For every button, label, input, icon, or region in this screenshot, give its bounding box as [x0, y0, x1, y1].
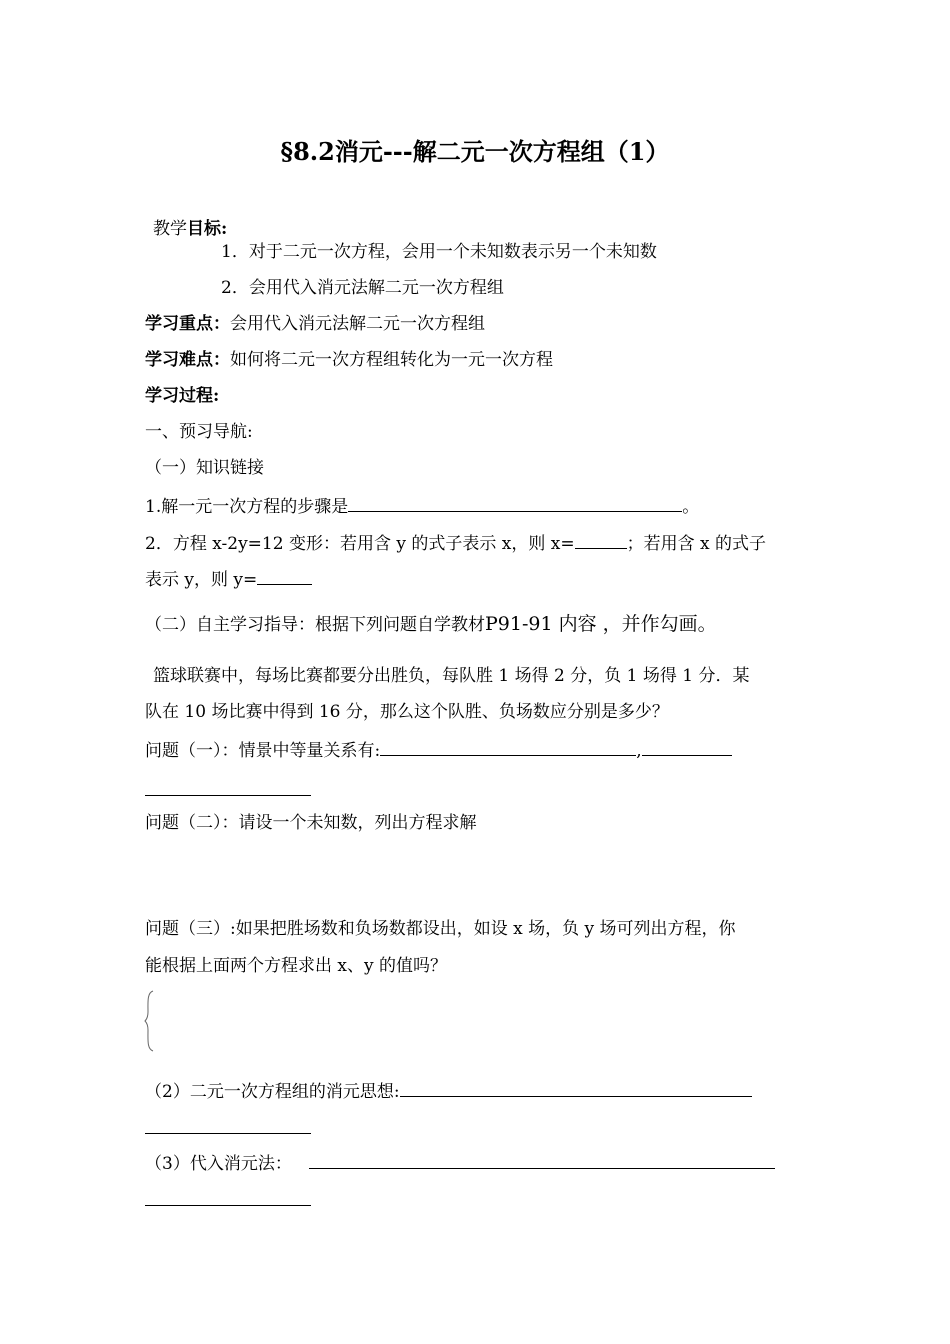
answer-blank[interactable]: [257, 566, 312, 585]
question-2-text-c: 表示 y，则 y=: [145, 570, 258, 590]
part-1-heading: （一）知识链接: [145, 458, 264, 478]
item-2-text: （2）二元一次方程组的消元思想:: [145, 1082, 400, 1102]
goal-item-1: 1．对于二元一次方程，会用一个未知数表示另一个未知数: [221, 242, 657, 262]
question-1: [145, 493, 699, 518]
item-3-text: （3）代入消元法：: [145, 1154, 292, 1174]
key-point-label: 学习重点：: [145, 314, 230, 334]
answer-blank[interactable]: [309, 1150, 775, 1169]
part-2-heading: [145, 613, 717, 636]
question-one: [145, 737, 732, 762]
page-title: §8.2消元---解二元一次方程组（1）: [280, 137, 670, 166]
answer-line[interactable]: [145, 1205, 311, 1206]
question-2-text-b: ；若用含 x 的式子: [626, 534, 766, 554]
answer-blank[interactable]: [575, 530, 627, 549]
part-2-text-a: （二）自主学习指导：根据下列问题自学教材: [145, 615, 485, 635]
question-three-line-1: 问题（三）:如果把胜场数和负场数都设出，如设 x 场，负 y 场可列出方程，你: [145, 919, 736, 939]
question-two: 问题（二）：请设一个未知数，列出方程求解: [145, 813, 477, 833]
question-one-sep: ,: [636, 741, 642, 761]
section-1-heading: 一、预习导航:: [145, 422, 253, 442]
item-3: [145, 1150, 775, 1175]
problem-line-1: 篮球联赛中，每场比赛都要分出胜负，每队胜 1 场得 2 分，负 1 场得 1 分．某: [153, 666, 750, 686]
problem-line-2: 队在 10 场比赛中得到 16 分，那么这个队胜、负场数应分别是多少？: [145, 702, 669, 722]
difficulty-text: 如何将二元一次方程组转化为一元一次方程: [230, 350, 553, 370]
answer-blank[interactable]: [348, 493, 682, 512]
question-1-text: 1.解一元一次方程的步骤是: [145, 497, 349, 517]
goals-label-bold: 目标:: [187, 219, 228, 239]
question-1-end: 。: [682, 497, 700, 517]
goals-label-plain: 教学: [153, 219, 187, 239]
question-2-text-a: 2．方程 x-2y=12 变形：若用含 y 的式子表示 x，则 x=: [145, 534, 575, 554]
difficulty: [145, 349, 553, 371]
answer-line[interactable]: [145, 1133, 311, 1134]
goal-item-2: 2．会用代入消元法解二元一次方程组: [221, 278, 504, 298]
question-three-line-2: 能根据上面两个方程求出 x、y 的值吗？: [145, 956, 447, 976]
key-point-text: 会用代入消元法解二元一次方程组: [230, 314, 485, 334]
item-2: [145, 1078, 752, 1103]
question-2-line-1: [145, 530, 766, 555]
key-point: [145, 313, 485, 335]
answer-blank[interactable]: [380, 737, 636, 756]
answer-blank[interactable]: [642, 737, 732, 756]
difficulty-label: 学习难点：: [145, 350, 230, 370]
question-one-text: 问题（一）：情景中等量关系有:: [145, 741, 381, 761]
question-2-line-2: [145, 566, 312, 591]
answer-line[interactable]: [145, 795, 311, 796]
part-2-text-b: P91-91 内容 ，并作勾画。: [485, 613, 717, 635]
process-label: 学习过程:: [145, 386, 220, 406]
equation-system-brace: [144, 990, 156, 1052]
goals-heading: [153, 218, 227, 240]
answer-blank[interactable]: [400, 1078, 752, 1097]
